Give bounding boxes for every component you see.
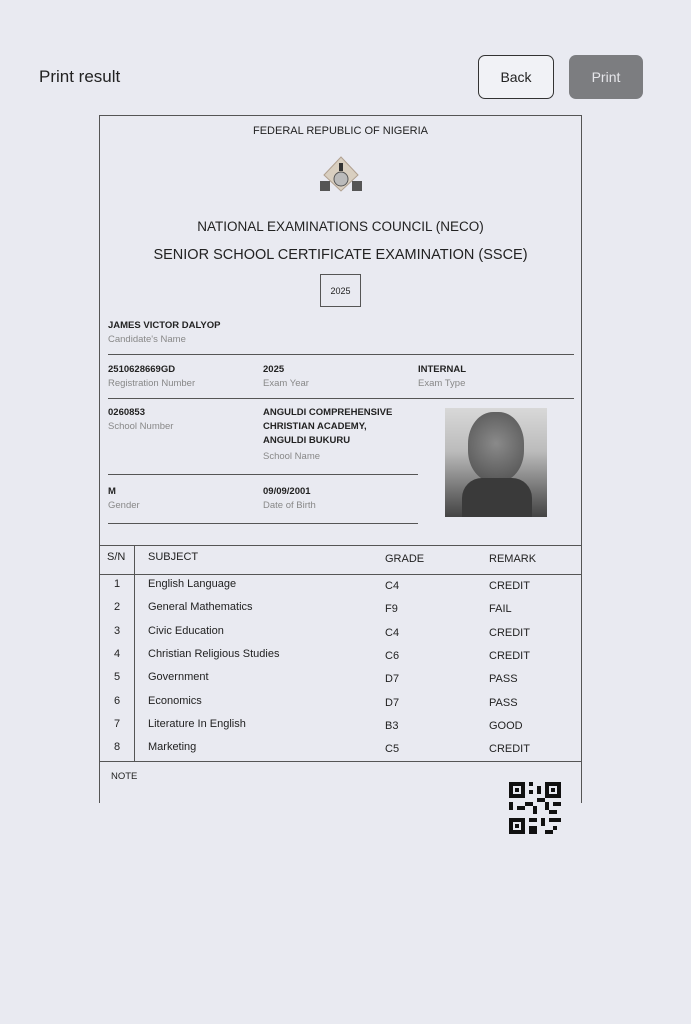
table-header-border (99, 574, 582, 575)
exam-heading: SENIOR SCHOOL CERTIFICATE EXAMINATION (SSCE) (153, 247, 528, 263)
row-subject: Civic Education (148, 624, 224, 637)
council-heading: NATIONAL EXAMINATIONS COUNCIL (NECO) (197, 219, 484, 234)
school-name-label: School Name (263, 451, 321, 462)
candidate-name: JAMES VICTOR DALYOP (108, 320, 221, 331)
exam-year: 2025 (263, 364, 285, 375)
note-label: NOTE (111, 771, 138, 782)
column-divider (134, 545, 135, 761)
row-subject: English Language (148, 578, 237, 590)
header-sn: S/N (107, 551, 126, 563)
exam-type: INTERNAL (418, 364, 467, 375)
row-remark: PASS (489, 673, 518, 686)
school-name-line3: ANGULDI BUKURU (263, 435, 351, 446)
school-number-label: School Number (108, 421, 174, 432)
row-grade: C5 (385, 743, 400, 756)
row-remark: FAIL (489, 603, 512, 616)
row-remark: GOOD (489, 719, 523, 732)
row-grade: D7 (385, 696, 400, 709)
country-heading: FEDERAL REPUBLIC OF NIGERIA (252, 125, 429, 137)
row-grade: F9 (385, 603, 398, 616)
row-subject: Christian Religious Studies (148, 647, 280, 660)
candidate-name-label: Candidate's Name (108, 334, 186, 345)
row-remark: CREDIT (489, 743, 530, 756)
school-name-line1: ANGULDI COMPREHENSIVE (263, 407, 393, 418)
exam-year-label: Exam Year (263, 378, 309, 389)
candidate-photo-body (462, 478, 532, 517)
coat-of-arms-icon (318, 155, 364, 195)
registration-number-label: Registration Number (108, 378, 196, 389)
row-sn: 4 (114, 647, 121, 660)
row-remark: CREDIT (489, 580, 530, 592)
row-remark: CREDIT (489, 626, 530, 639)
row-grade: D7 (385, 673, 400, 686)
header-grade: GRADE (385, 553, 425, 565)
date-of-birth: 09/09/2001 (263, 486, 311, 497)
print-button[interactable]: Print (569, 55, 643, 99)
divider (108, 354, 574, 355)
date-of-birth-label: Date of Birth (263, 500, 316, 511)
row-sn: 6 (114, 694, 121, 707)
row-subject: Government (148, 671, 209, 684)
qr-code-icon (509, 781, 561, 835)
row-subject: Marketing (148, 741, 197, 754)
divider (108, 474, 418, 475)
row-sn: 2 (114, 601, 121, 614)
school-name-line2: CHRISTIAN ACADEMY, (263, 421, 367, 432)
header-remark: REMARK (489, 553, 537, 565)
year-badge: 2025 (320, 274, 361, 307)
exam-type-label: Exam Type (418, 378, 466, 389)
gender: M (108, 486, 116, 497)
row-grade: C4 (385, 626, 400, 639)
gender-label: Gender (108, 500, 140, 511)
row-subject: General Mathematics (148, 601, 253, 614)
header-subject: SUBJECT (148, 551, 199, 563)
row-grade: C6 (385, 649, 400, 662)
row-sn: 7 (114, 717, 121, 730)
back-button[interactable]: Back (478, 55, 554, 99)
row-sn: 1 (114, 578, 121, 590)
page-title: Print result (39, 67, 121, 86)
divider (108, 398, 574, 399)
row-subject: Literature In English (148, 717, 246, 730)
row-grade: C4 (385, 580, 400, 592)
row-subject: Economics (148, 694, 202, 707)
school-number: 0260853 (108, 407, 145, 418)
row-grade: B3 (385, 719, 399, 732)
table-top-border (99, 545, 582, 546)
table-bottom-border (99, 761, 582, 762)
row-sn: 8 (114, 741, 121, 754)
row-sn: 3 (114, 624, 121, 637)
row-remark: PASS (489, 696, 518, 709)
registration-number: 2510628669GD (108, 364, 176, 375)
row-remark: CREDIT (489, 649, 530, 662)
divider (108, 523, 418, 524)
candidate-photo-face (468, 412, 524, 482)
row-sn: 5 (114, 671, 121, 684)
